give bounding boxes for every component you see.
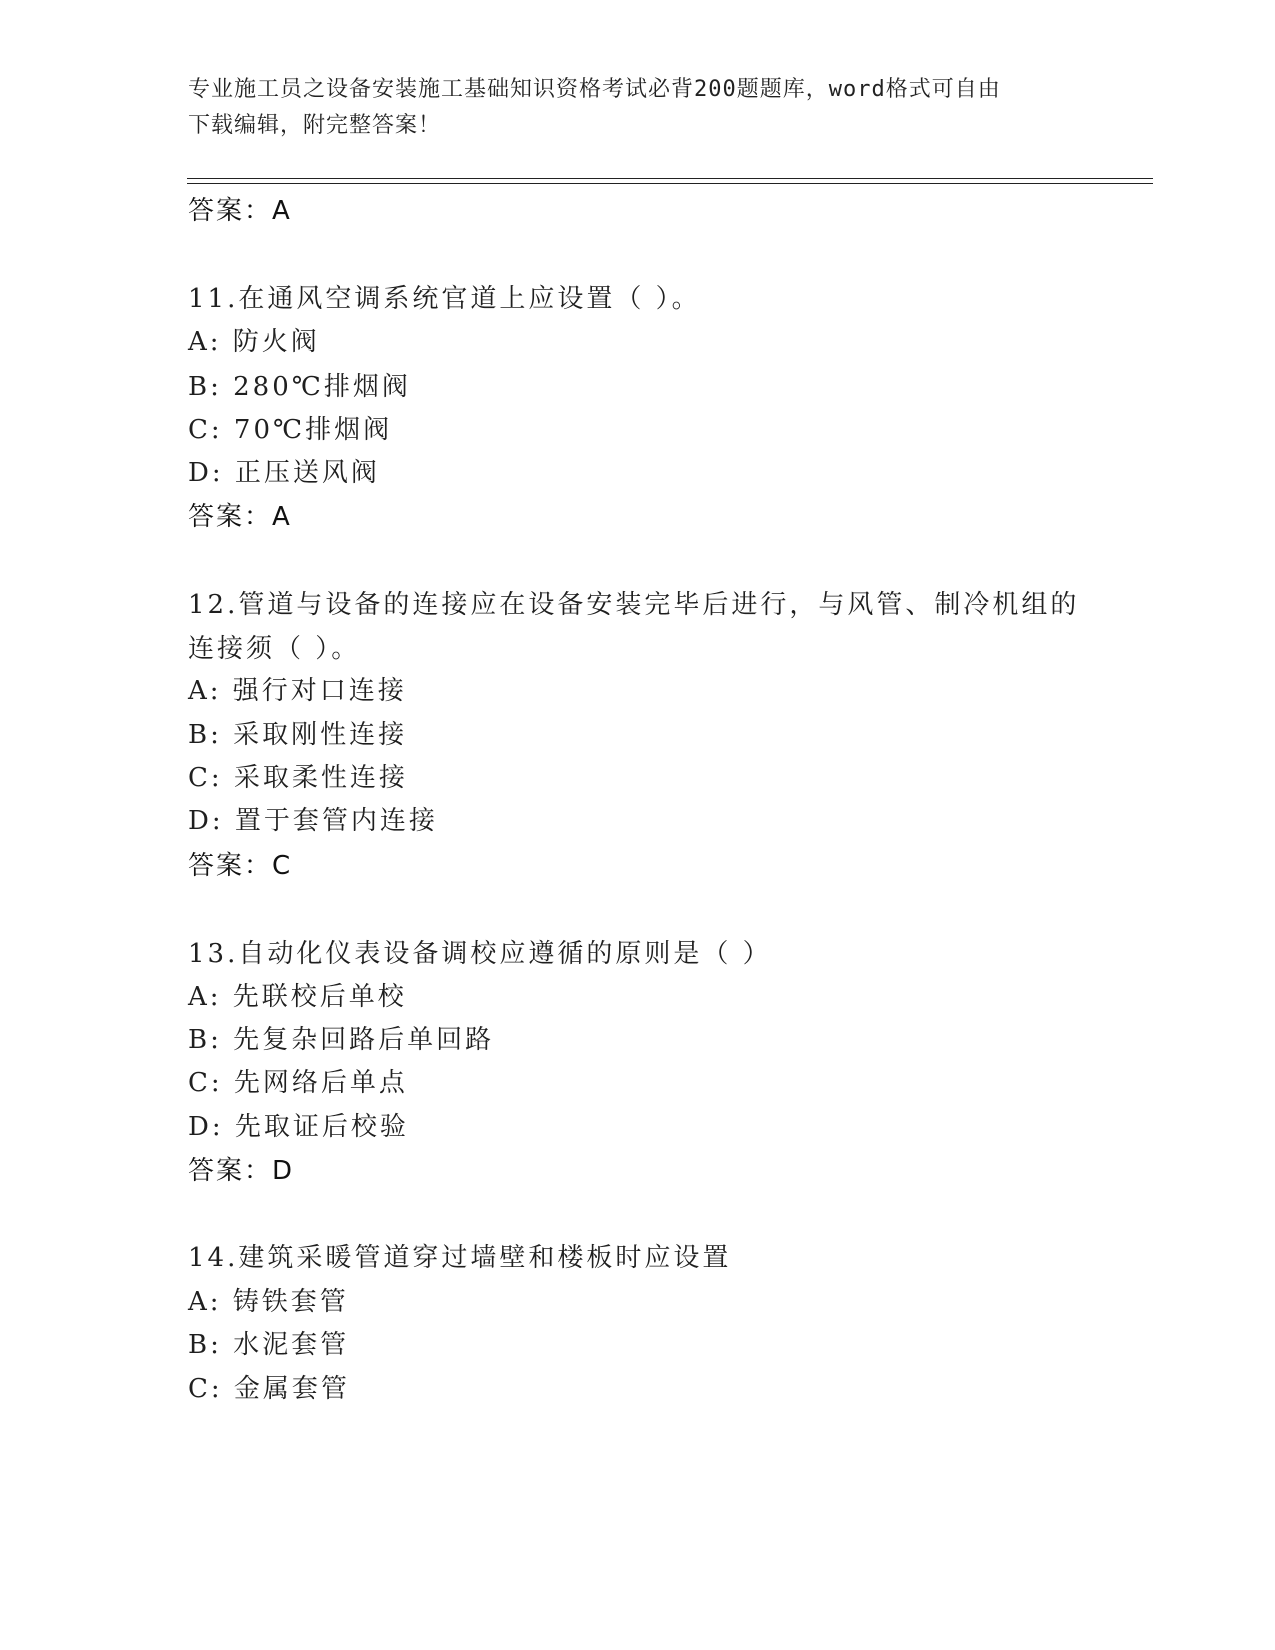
header-line-2: 下载编辑，附完整答案！	[188, 113, 442, 138]
answer-line: 答案：D	[188, 1156, 295, 1186]
answer-line: 答案：A	[188, 502, 292, 532]
answer-line: 答案：A	[188, 196, 292, 226]
question-text: 连接须（ ）。	[188, 634, 361, 664]
header-rule-top	[187, 178, 1153, 179]
option-line: B: 采取刚性连接	[188, 720, 408, 750]
header-line-1: 专业施工员之设备安装施工基础知识资格考试必背200题题库，word格式可自由	[188, 77, 1001, 102]
option-line: C: 金属套管	[188, 1374, 350, 1404]
question-text: 11.在通风空调系统官道上应设置（ ）。	[188, 284, 701, 314]
option-line: D: 先取证后校验	[188, 1112, 409, 1142]
answer-line: 答案：C	[188, 851, 293, 881]
option-line: B: 280℃排烟阀	[188, 372, 411, 402]
option-line: C: 采取柔性连接	[188, 763, 408, 793]
option-line: A: 先联校后单校	[188, 982, 407, 1012]
option-line: D: 正压送风阀	[188, 458, 380, 488]
document-header	[188, 72, 1068, 144]
option-line: C: 70℃排烟阀	[188, 415, 393, 445]
option-line: A: 铸铁套管	[188, 1287, 349, 1317]
option-line: B: 水泥套管	[188, 1330, 350, 1360]
option-line: A: 强行对口连接	[188, 676, 407, 706]
question-text: 13.自动化仪表设备调校应遵循的原则是（ ）	[188, 939, 772, 969]
option-line: A: 防火阀	[188, 327, 320, 357]
header-rule-bottom	[187, 183, 1153, 184]
question-text: 14.建筑采暖管道穿过墙壁和楼板时应设置	[188, 1243, 732, 1273]
option-line: B: 先复杂回路后单回路	[188, 1025, 495, 1055]
option-line: D: 置于套管内连接	[188, 806, 438, 836]
option-line: C: 先网络后单点	[188, 1068, 408, 1098]
question-text: 12.管道与设备的连接应在设备安装完毕后进行，与风管、制冷机组的	[188, 590, 1080, 620]
